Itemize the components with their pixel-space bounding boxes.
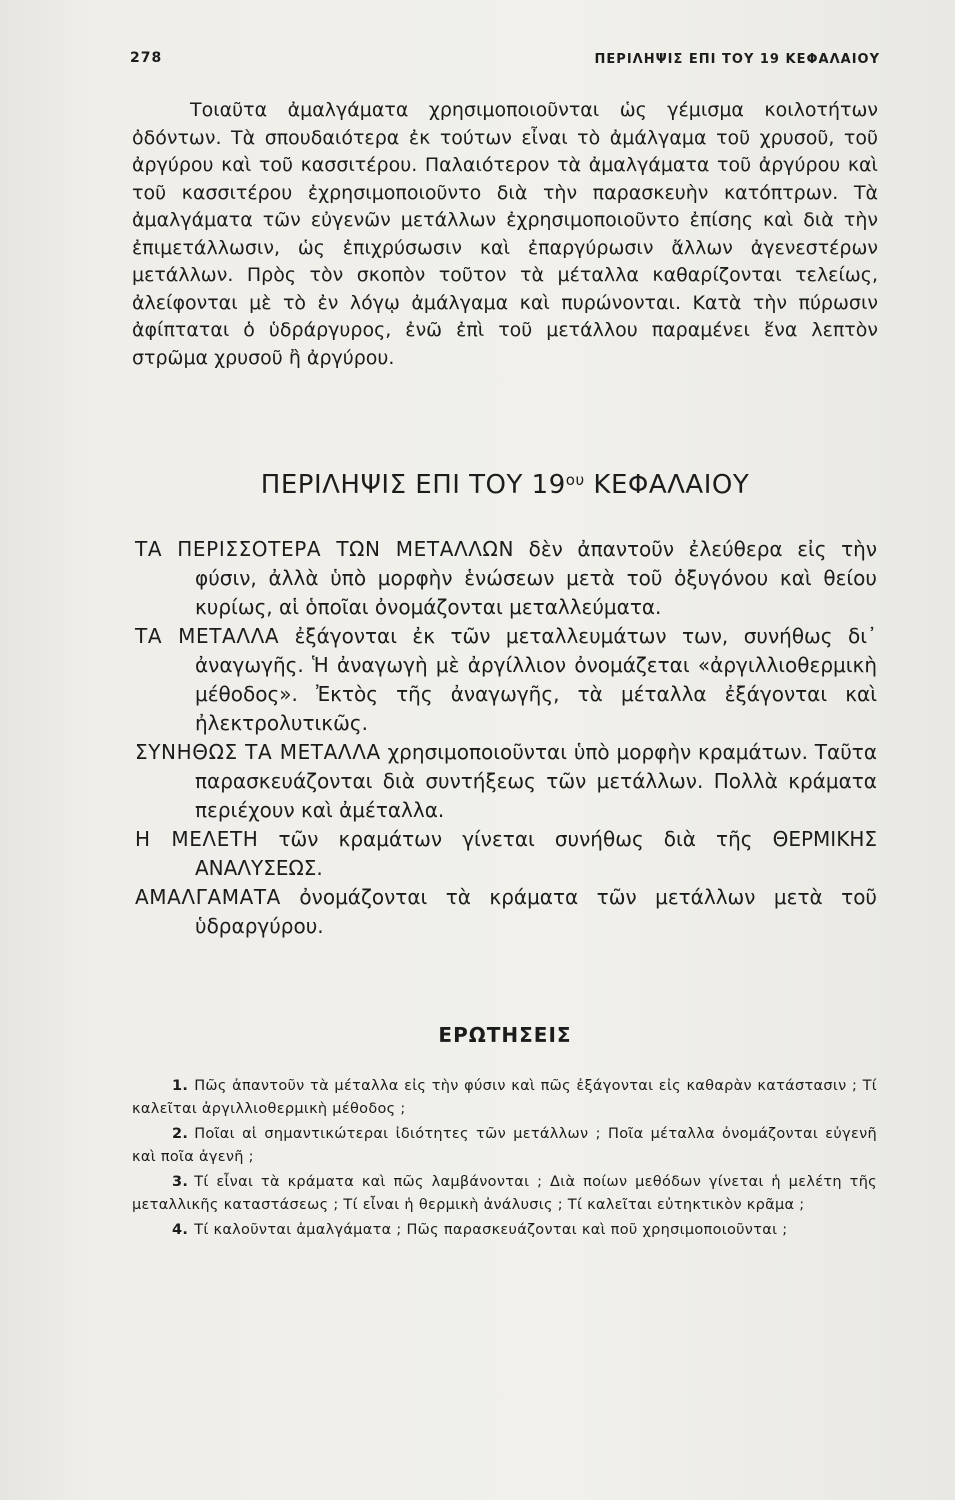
question-text: Ποῖαι αἱ σημαντικώτεραι ἰδιότητες τῶν μετάλλων ; Ποῖα μέταλλα ὀνομάζονται εὐγενῆ καὶ ποῖα ἀγενῆ ; bbox=[132, 1126, 877, 1165]
summary-keyword: ΤΑ ΜΕΤΑΛΛΑ bbox=[135, 624, 280, 648]
question-item bbox=[132, 1171, 877, 1217]
running-title: ΠΕΡΙΛΗΨΙΣ ΕΠΙ ΤΟΥ 19 ΚΕΦΑΛΑΙΟΥ bbox=[594, 52, 880, 67]
question-number: 2. bbox=[172, 1126, 189, 1142]
summary-text: ἐξάγονται ἐκ τῶν μεταλλευμάτων των, συνήθως δι᾿ ἀναγωγῆς. Ἡ ἀναγωγὴ μὲ ἀργίλλιον ὀνομάζεται «ἀργιλλιοθερμικὴ μέθοδος». Ἐκτὸς τῆς ἀναγωγῆς, τὰ μέταλλα ἐξάγονται καὶ ἠλεκτρολυτικῶς. bbox=[195, 624, 877, 735]
page-number: 278 bbox=[130, 50, 163, 66]
chapter-heading-after: ΚΕΦΑΛΑΙΟΥ bbox=[593, 470, 750, 500]
questions-title: ΕΡΩΤΗΣΕΙΣ bbox=[438, 1023, 572, 1047]
summary-item bbox=[135, 535, 877, 622]
question-number: 3. bbox=[172, 1174, 189, 1190]
chapter-heading bbox=[130, 470, 880, 500]
page-header bbox=[130, 50, 880, 74]
summary-keyword: ΑΜΑΛΓΑΜΑΤΑ bbox=[135, 885, 281, 909]
question-number: 4. bbox=[172, 1222, 189, 1238]
summary-keyword: ΤΑ ΠΕΡΙΣΣΟΤΕΡΑ ΤΩΝ ΜΕΤΑΛΛΩΝ bbox=[135, 537, 515, 561]
summary-text: χρησιμοποιοῦνται ὑπὸ μορφὴν κραμάτων. Ταῦτα παρασκευάζονται διὰ συντήξεως τῶν μετάλλων. Πολλὰ κράματα περιέχουν καὶ ἀμέταλλα. bbox=[195, 740, 878, 822]
summary-item bbox=[135, 825, 877, 883]
question-item bbox=[132, 1219, 877, 1242]
summary-keyword: ΣΥΝΗΘΩΣ ΤΑ ΜΕΤΑΛΛΑ bbox=[135, 740, 381, 764]
intro-paragraph: Τοιαῦτα ἀμαλγάματα χρησιμοποιοῦνται ὡς γέμισμα κοιλοτήτων ὀδόντων. Τὰ σπουδαιότερα ἐκ τούτων εἶναι τὸ ἀμάλγαμα τοῦ χρυσοῦ, τοῦ ἀργύρου καὶ τοῦ κασσιτέρου. Παλαιότερον τὰ ἀμαλγάματα τοῦ ἀργύρου καὶ τοῦ κασσιτέρου ἐχρησιμοποιοῦντο διὰ τὴν παρασκευὴν κατόπτρων. Τὰ ἀμαλγάματα τῶν εὐγενῶν μετάλλων ἐχρησιμοποιοῦντο ἐπίσης καὶ διὰ τὴν ἐπιμετάλλωσιν, ὡς ἐπιχρύσωσιν καὶ ἐπαργύρωσιν ἄλλων ἀγενεστέρων μετάλλων. Πρὸς τὸν σκοπὸν τοῦτον τὰ μέταλλα καθαρίζονται τελείως, ἀλείφονται μὲ τὸ ἐν λόγῳ ἀμάλγαμα καὶ πυρώνονται. Κατὰ τὴν πύρωσιν ἀφίπταται ὁ ὑδράργυρος, ἐνῶ ἐπὶ τοῦ μετάλλου παραμένει ἕνα λεπτὸν στρῶμα χρυσοῦ ἢ ἀργύρου. bbox=[132, 99, 878, 369]
summary-text: τῶν κραμάτων γίνεται συνήθως διὰ τῆς ΘΕΡΜΙΚΗΣ ΑΝΑΛΥΣΕΩΣ. bbox=[195, 827, 877, 880]
question-text: Τί καλοῦνται ἀμαλγάματα ; Πῶς παρασκευάζονται καὶ ποῦ χρησιμοποιοῦνται ; bbox=[194, 1222, 788, 1238]
chapter-heading-before: ΠΕΡΙΛΗΨΙΣ ΕΠΙ ΤΟΥ 19 bbox=[260, 470, 566, 500]
question-number: 1. bbox=[172, 1078, 189, 1094]
summary-keyword: Η ΜΕΛΕΤΗ bbox=[135, 827, 259, 851]
question-item bbox=[132, 1075, 877, 1121]
summary-item bbox=[135, 738, 877, 825]
summary-text: δὲν ἀπαντοῦν ἐλεύθερα εἰς τὴν φύσιν, ἀλλὰ ὑπὸ μορφὴν ἑνώσεων μετὰ τοῦ ὀξυγόνου καὶ θείου κυρίως, αἱ ὁποῖαι ὀνομάζονται μεταλλεύματα. bbox=[195, 537, 877, 619]
questions-list bbox=[132, 1075, 877, 1244]
summary-list bbox=[135, 535, 877, 941]
summary-item bbox=[135, 883, 877, 941]
summary-text: ὀνομάζονται τὰ κράματα τῶν μετάλλων μετὰ τοῦ ὑδραργύρου. bbox=[195, 885, 877, 938]
chapter-heading-suffix: ου bbox=[565, 471, 585, 489]
question-text: Τί εἶναι τὰ κράματα καὶ πῶς λαμβάνονται ; Διὰ ποίων μεθόδων γίνεται ἡ μελέτη τῆς μεταλλικῆς καταστάσεως ; Τί εἶναι ἡ θερμικὴ ἀνάλυσις ; Τί καλεῖται εὐτηκτικὸν κρᾶμα ; bbox=[132, 1174, 877, 1213]
question-item bbox=[132, 1123, 877, 1169]
question-text: Πῶς ἀπαντοῦν τὰ μέταλλα εἰς τὴν φύσιν καὶ πῶς ἐξάγονται εἰς καθαρὰν κατάστασιν ; Τί καλεῖται ἀργιλλιοθερμικὴ μέθοδος ; bbox=[132, 1078, 877, 1117]
summary-item bbox=[135, 622, 877, 738]
